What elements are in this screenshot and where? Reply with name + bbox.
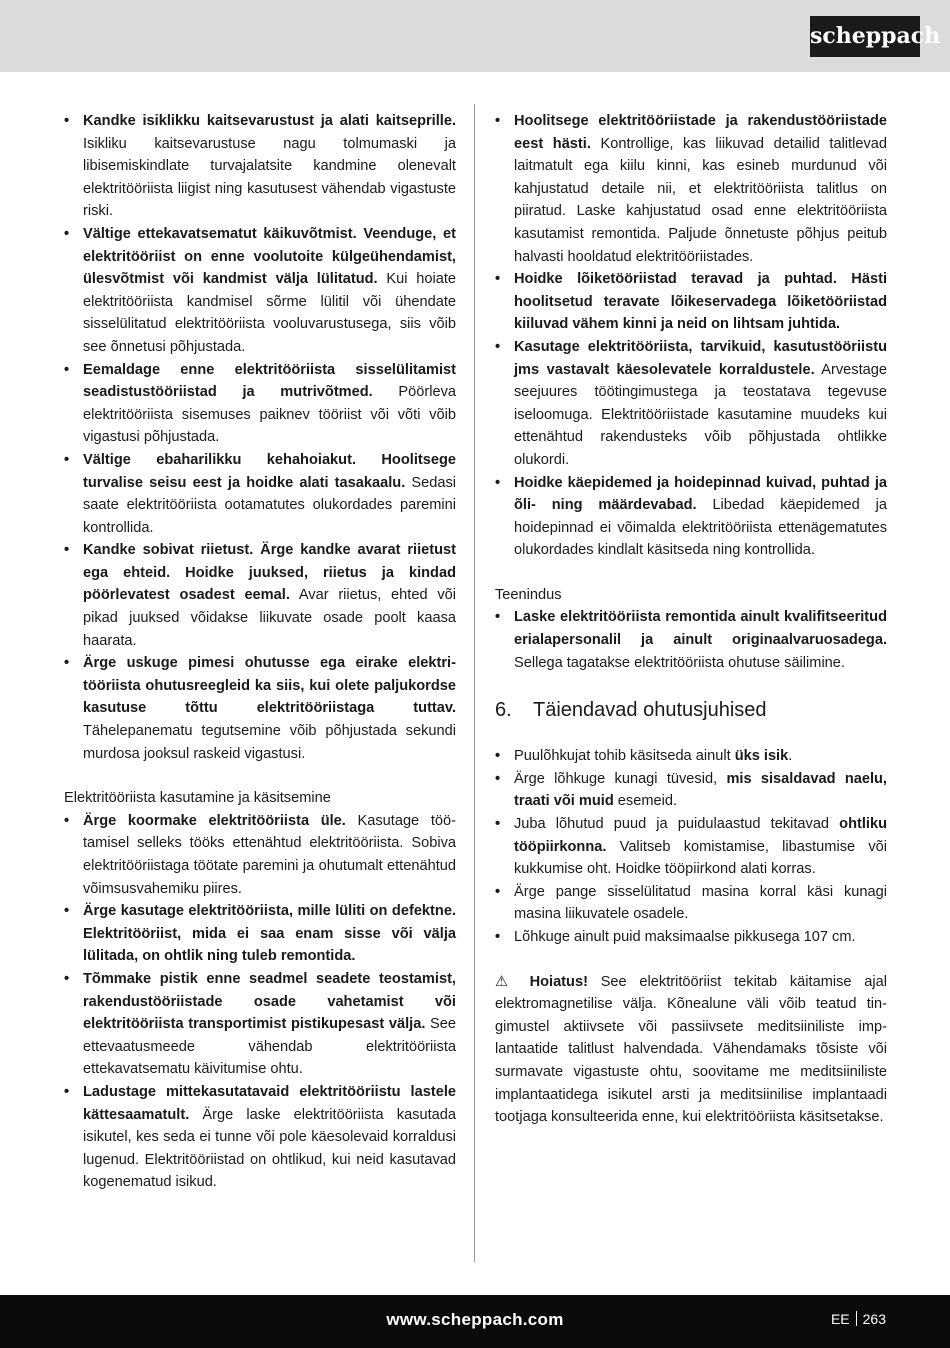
item-text: Libedad käepidemed ja hoidepinnad ei võimalda elektritööriista ettenägematutes olukordades kindlalt käsitseda ning kontrollida. [514,497,887,559]
safety-list-care [495,110,887,562]
item-lead: Hoidke lõiketööriistad teravad ja puhtad. Hästi hoolitsetud teravate lõikeservadega lõiketööriistad kiiluvad vähem kinni ja neid on lihtsam juhtida. [514,271,887,333]
column-divider [474,104,475,1262]
language-code: EE [830,1311,850,1327]
item-lead: Ärge uskuge pimesi ohutusse ega eirake elektritööriista ohutusreegleid ka siis, kui olete paljukordse kasutuse tõttu elektritööriistaga tuttav. [83,655,456,717]
item-lead: Ärge kasutage elektritööriista, mille lüliti on defektne. Elektritööriist, mida ei saa enam sisse või välja lülitada, on ohtlik ning tuleb remontida. [83,903,456,965]
item-text: Valitseb komistamise, libastumise või kukkumise oht. Hoidke tööpiirkond alati korras. [514,838,887,878]
service-list [495,606,887,674]
list-item [64,1081,456,1194]
section-title [495,697,887,723]
list-item [495,336,887,472]
page-number [831,1311,886,1327]
safety-list-tool-use [64,810,456,1194]
item-text: Kontrollige, kas liikuvad detailid talitlevad laitmatult ega kiilu kinni, kas esineb murdunud või kahjustatud detaile nii, et elektritööriista talitlus on piiratud. Laske kahjustatud osad enne elektritööriista kasutamist remontida. Paljude õnnetuste põhjus peitub halvasti hooldatud elektritööriistades. [514,135,887,265]
list-item [495,813,887,881]
list-item [64,110,456,223]
section-heading: Täiendavad ohutusjuhised [533,699,767,722]
list-item [64,810,456,900]
warning-triangle-icon: ⚠ [495,973,517,990]
right-column [495,110,887,1129]
item-lead: Tõmmake pistik enne seadmel seadete teostamist, rakendustööriistade osade vahetamist või elektritööriista transportimist pistikupesast välja. [83,970,456,1033]
item-text: Tähelepanematu tegutsemine võib põhjustada sekundi murdosa jooksul raskeid vigastusi. [83,723,456,762]
item-text: Avar riietus, ehted või pikad juuksed võidakse liikuvate osade poolt kaasa haarata. [83,587,456,649]
list-item [64,449,456,539]
subheading-tool-use: Elektritööriista kasutamine ja käsitsemine [64,790,331,807]
item-lead: Eemaldage enne elektritööriista sisselülitamist seadistustööriistad ja mutrivõtmed. [83,361,456,401]
list-item [495,745,887,768]
item-text: Sellega tagatakse elektritööriista ohutuse säilimine. [514,654,845,671]
page-separator [856,1311,857,1326]
item-lead: Kandke sobivat riietust. Ärge kandke avarat riietust ega ehteid. Hoidke juuksed, riietus ja kindad pöörlevatest osadest eemal. [83,542,456,604]
footer-url[interactable]: www.scheppach.com [386,1310,564,1329]
item-lead: Hoolitsege elektritööriistade ja rakendustööriistade eest hästi. [514,113,887,152]
list-item [64,223,456,359]
item-lead: Ärge koormake elektritööriista üle. [83,812,346,829]
scheppach-logo: scheppach [810,16,920,57]
list-item [64,900,456,968]
item-text: Ärge laske elektritööriista kasutada isikutel, kes seda ei tunne või pole käesolevaid korraldusi lugenud. Elektritööriistad on ohtlikud, kui neid kasutavad kogenematud isikud. [83,1106,456,1191]
page-num: 263 [862,1311,886,1327]
item-emphasis: üks isik [734,748,789,765]
list-item [495,606,887,674]
list-item [64,359,456,449]
header-band [0,0,950,72]
list-item [64,652,456,765]
safety-list-general [64,110,456,765]
item-text: Arvestage seejuures töötingimustega ja teostatava tegevuse iseloomuga. Elektritööriistade kasutamine muudeks kui ettenähtud rakendusteks võib põhjustada ohtlikke olukordi. [514,361,887,468]
item-text: Kui hoiate elektritööriista kandmisel sõrme lülitil või ühendate sisselülitatud elektritööriista vooluvarustusega, siis võib see õnnetusi põhjustada. [83,271,456,355]
list-item [495,472,887,562]
item-lead: Kasutage elektritööriista, tarvikuid, kasutustööriistu jms vastavalt käesolevatele korraldustele. [514,338,887,378]
item-text: Isikliku kaitsevarustuse nagu tolmumaski ja libisemiskindlate turvajalatsite kandmine olenevalt elektritööriista liigist ning kasutusest vähendab vigastuste riski. [83,135,456,220]
item-lead: Ladustage mittekasutatavaid elektritööriistu lastele kättesaamatult. [83,1083,456,1123]
item-text: Juba lõhutud puud ja puidulaastud tekitavad [514,816,840,833]
item-emphasis: ohtliku tööpiirkonna. [514,816,887,855]
list-item [495,268,887,336]
item-text: Puulõhkujat tohib käsitseda ainult [514,748,735,765]
warning-paragraph [495,971,887,1129]
item-lead: Kandke isiklikku kaitsevarustust ja alati kaitseprille. [83,113,456,129]
item-text: . [788,748,793,765]
item-text: Sedasi saate elektritööriista ootamatutes olukordades paremini kontrollida. [83,474,456,536]
item-lead: Hoidke käepidemed ja hoidepinnad kuivad, puhtad ja õli- ning määrdevabad. [514,474,887,514]
item-text: Kasutage töötamisel selleks tööks ettenähtud elektritööriista. Sobiva elektritööriistaga töötate paremini ja ohutumalt ettenähtud võimsusvahemiku piires. [83,812,456,897]
list-item [64,968,456,1081]
item-text: See ettevaatusmeede vähendab elektritööriista ettekavatsematu käivitumise ohtu. [83,1016,456,1078]
warning-text: See elektritööriist tekitab käitamise ajal elektromagnetilise välja. Kõnealune väli võib teatud tingimustel aktiivsete või passiivsete meditsiiniliste implantaatide talitlust halvendada. Vähendamaks tõsiste või surmavate vigastuste ohtu, soovitame me meditsiiniliste implantaatidega isikutel arsti ja meditsiinilise implantaadi tootjaga konsulteerida enne, kui elektritööriista käsitsetakse. [495,973,887,1126]
footer-bar [0,1295,950,1348]
list-item [64,539,456,652]
section-number: 6. [495,699,512,722]
list-item [495,926,887,949]
item-lead: Vältige ettekavatsematut käikuvõtmist. Veenduge, et elektritööriist on enne voolutoite külgeühendamist, ülesvõtmist või kandmist välja lülitatud. [83,225,456,288]
item-text: Lõhkuge ainult puid maksimaalse pikkusega 107 cm. [514,929,856,945]
item-text: Pöörleva elektritööriista sisemuses paiknev tööriist või võti võib vigastusi põhjustada. [83,384,456,446]
subheading-service: Teenindus [495,586,562,603]
left-column [64,110,456,1194]
item-lead: Vältige ebaharilikku kehahoiakut. Hoolitsege turvalise seisu eest ja hoidke alati tasakaalu. [83,451,456,491]
warning-label: Hoiatus! [529,973,588,990]
item-text: Ärge lõhkuge kunagi tüvesid, [514,770,727,787]
list-item [495,881,887,926]
additional-safety-list [495,745,887,948]
item-lead: Laske elektritööriista remontida ainult kvalifitseeritud erialapersonalil ja ainult originaalvaruosadega. [514,609,887,649]
item-emphasis: mis sisaldavad naelu, traati või muid [514,770,887,810]
item-text: Ärge pange sisselülitatud masina korral käsi kunagi masina liikuvatele osadele. [514,883,887,923]
list-item [495,768,887,813]
list-item [495,110,887,268]
item-text: esemeid. [613,793,678,810]
